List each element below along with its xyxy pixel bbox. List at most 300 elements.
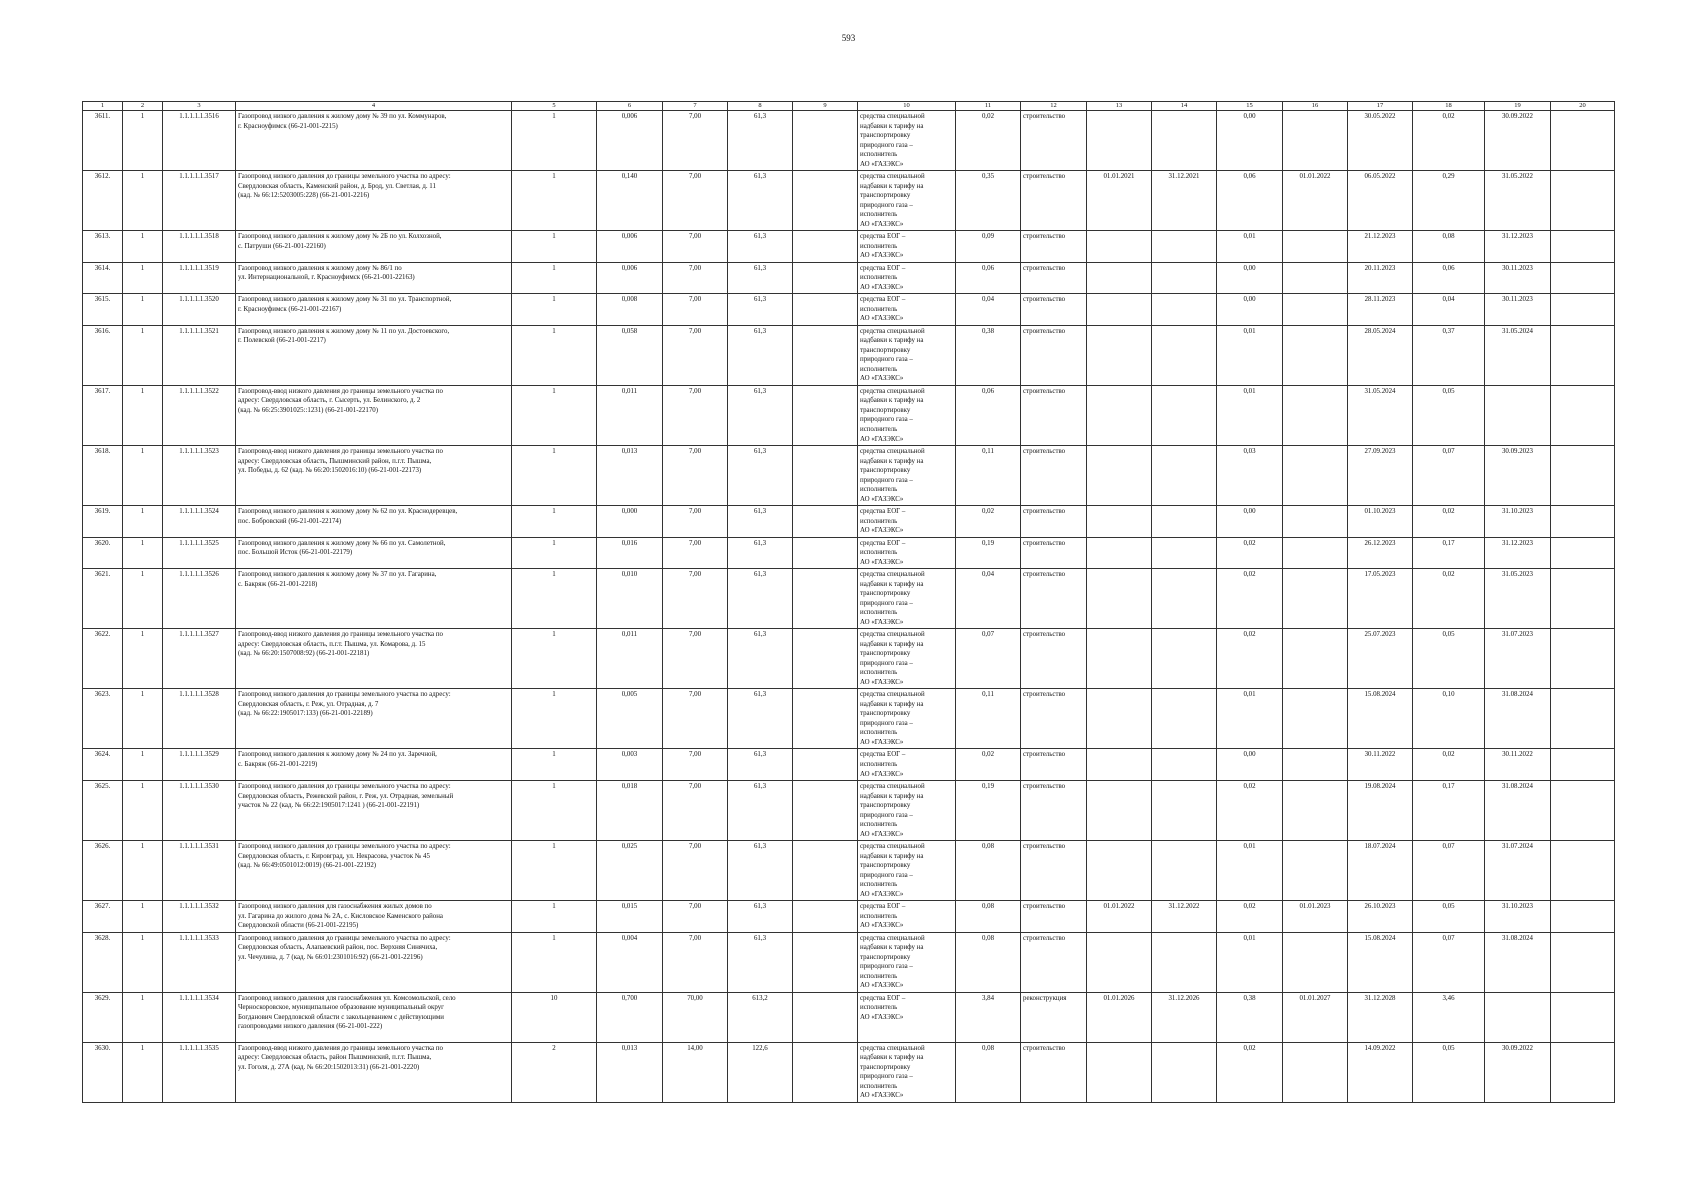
cell-col-6: 0,015 xyxy=(597,901,663,933)
cell-col-14 xyxy=(1152,111,1217,171)
cell-col-8: 61,3 xyxy=(728,569,793,629)
table-row xyxy=(83,629,1615,689)
cell-line: средства ЕОГ – xyxy=(860,233,906,241)
cell-col-14 xyxy=(1152,569,1217,629)
cell-col-6: 0,010 xyxy=(597,569,663,629)
cell-col-4 xyxy=(236,537,512,569)
cell-col-3: 1.1.1.1.1.3532 xyxy=(163,901,236,933)
cell-col-8: 61,3 xyxy=(728,781,793,841)
cell-line: надбавки к тарифу на xyxy=(860,944,924,952)
cell-col-11: 0,02 xyxy=(956,111,1021,171)
cell-line: адресу: Свердловская область, п.г.т. Пышма, ул. Комарова, д. 15 xyxy=(238,640,426,648)
cell-line: исполнитель xyxy=(860,211,898,219)
cell-col-6: 0,700 xyxy=(597,992,663,1042)
cell-col-18: 0,10 xyxy=(1413,689,1485,749)
cell-line: Газопровод низкого давления к жилому дому № 37 по ул. Гагарина, xyxy=(238,571,437,579)
cell-col-13 xyxy=(1087,749,1152,781)
cell-line: (кад. № 66:25:3901025::1231) (66-21-001-22170) xyxy=(238,406,379,414)
column-header-20: 20 xyxy=(1551,102,1615,111)
cell-col-13 xyxy=(1087,325,1152,385)
column-header-8: 8 xyxy=(728,102,793,111)
cell-line: АО «ГАЗЭКС» xyxy=(860,283,904,291)
cell-col-13 xyxy=(1087,231,1152,263)
cell-line: исполнитель xyxy=(860,761,898,768)
cell-col-1: 3626. xyxy=(83,841,123,901)
cell-col-8: 61,3 xyxy=(728,901,793,933)
cell-line: Газопровод низкого давления до границы земельного участка по адресу: xyxy=(238,934,451,942)
cell-line: исполнитель xyxy=(860,729,898,737)
cell-col-9 xyxy=(793,446,858,506)
cell-line: Газопровод низкого давления к жилому дому № 31 по ул. Транспортной, xyxy=(238,296,452,304)
cell-line: транспортировку xyxy=(860,1063,911,1071)
cell-line: пос. Большой Исток (66-21-001-22179) xyxy=(238,549,353,557)
cell-col-10 xyxy=(858,841,956,901)
cell-col-6: 0,003 xyxy=(597,749,663,781)
cell-line: надбавки к тарифу на xyxy=(860,1054,924,1062)
cell-col-17: 18.07.2024 xyxy=(1348,841,1413,901)
cell-col-8: 613,2 xyxy=(728,992,793,1042)
cell-col-7: 7,00 xyxy=(663,629,728,689)
cell-col-13 xyxy=(1087,506,1152,538)
cell-line: Газопровод низкого давления для газоснабжения жилых домов по xyxy=(238,903,432,911)
column-header-16: 16 xyxy=(1283,102,1348,111)
cell-col-17: 01.10.2023 xyxy=(1348,506,1413,538)
cell-line: с. Бакряж (66-21-001-2218) xyxy=(238,580,318,588)
cell-col-5: 1 xyxy=(512,446,597,506)
cell-line: Газопровод-ввод низкого давления до границы земельного участка по xyxy=(238,1044,443,1052)
cell-col-20 xyxy=(1551,537,1615,569)
cell-col-4 xyxy=(236,629,512,689)
cell-col-7: 14,00 xyxy=(663,1042,728,1102)
cell-col-16 xyxy=(1283,569,1348,629)
cell-col-6: 0,013 xyxy=(597,1042,663,1102)
cell-line: АО «ГАЗЭКС» xyxy=(860,1013,904,1021)
cell-col-6: 0,004 xyxy=(597,932,663,992)
cell-col-4 xyxy=(236,689,512,749)
cell-line: средства ЕОГ – xyxy=(860,539,906,547)
table-body xyxy=(83,111,1615,1103)
cell-col-1: 3613. xyxy=(83,231,123,263)
cell-line: природного газа – xyxy=(860,416,913,424)
cell-col-16 xyxy=(1283,841,1348,901)
cell-line: пос. Бобровский (66-21-001-22174) xyxy=(238,517,342,525)
cell-col-11: 0,06 xyxy=(956,262,1021,294)
cell-col-13 xyxy=(1087,569,1152,629)
cell-line: АО «ГАЗЭКС» xyxy=(860,435,904,443)
header-row xyxy=(83,102,1615,111)
cell-col-4 xyxy=(236,262,512,294)
cell-col-1: 3621. xyxy=(83,569,123,629)
cell-col-18: 0,02 xyxy=(1413,506,1485,538)
cell-line: Богданович Свердловской области с закольцеванием с действующими xyxy=(238,1013,444,1021)
cell-col-16 xyxy=(1283,111,1348,171)
cell-col-5: 1 xyxy=(512,781,597,841)
cell-col-5: 1 xyxy=(512,932,597,992)
cell-line: АО «ГАЗЭКС» xyxy=(860,830,904,838)
cell-col-3: 1.1.1.1.1.3529 xyxy=(163,749,236,781)
cell-line: АО «ГАЗЭКС» xyxy=(860,495,904,503)
cell-col-18: 0,05 xyxy=(1413,629,1485,689)
cell-line: (кад. № 66:22:1905017:133) (66-21-001-22189) xyxy=(238,710,373,718)
cell-col-13 xyxy=(1087,537,1152,569)
cell-col-20 xyxy=(1551,901,1615,933)
cell-col-7: 7,00 xyxy=(663,446,728,506)
cell-col-13 xyxy=(1087,1042,1152,1102)
cell-col-13 xyxy=(1087,446,1152,506)
cell-line: природного газа – xyxy=(860,963,913,971)
cell-col-16: 01.01.2027 xyxy=(1283,992,1348,1042)
cell-col-15: 0,03 xyxy=(1217,446,1283,506)
cell-col-14 xyxy=(1152,932,1217,992)
cell-line: с. Бакряж (66-21-001-2219) xyxy=(238,761,318,768)
cell-col-3: 1.1.1.1.1.3526 xyxy=(163,569,236,629)
cell-col-18: 0,17 xyxy=(1413,537,1485,569)
cell-col-2: 1 xyxy=(123,111,163,171)
cell-col-16 xyxy=(1283,689,1348,749)
cell-col-13 xyxy=(1087,111,1152,171)
cell-col-4 xyxy=(236,1042,512,1102)
cell-col-7: 7,00 xyxy=(663,171,728,231)
cell-col-9 xyxy=(793,506,858,538)
cell-line: средства ЕОГ – xyxy=(860,751,906,759)
cell-line: средства специальной xyxy=(860,691,925,699)
cell-col-7: 7,00 xyxy=(663,901,728,933)
cell-col-7: 7,00 xyxy=(663,231,728,263)
cell-line: ул. Победы, д. 62 (кад. № 66:20:1502016:10) (66-21-001-22173) xyxy=(238,467,422,475)
cell-col-1: 3622. xyxy=(83,629,123,689)
cell-col-10 xyxy=(858,171,956,231)
cell-col-2: 1 xyxy=(123,385,163,445)
column-header-9: 9 xyxy=(793,102,858,111)
column-header-7: 7 xyxy=(663,102,728,111)
cell-col-15: 0,02 xyxy=(1217,1042,1283,1102)
cell-line: средства специальной xyxy=(860,843,925,851)
cell-col-14 xyxy=(1152,629,1217,689)
cell-col-13 xyxy=(1087,932,1152,992)
cell-col-14 xyxy=(1152,294,1217,326)
cell-col-7: 7,00 xyxy=(663,749,728,781)
cell-col-6: 0,006 xyxy=(597,262,663,294)
cell-col-8: 61,3 xyxy=(728,629,793,689)
cell-line: природного газа – xyxy=(860,356,913,364)
table-row xyxy=(83,231,1615,263)
cell-col-10 xyxy=(858,689,956,749)
cell-line: средства ЕОГ – xyxy=(860,508,906,516)
cell-col-17: 14.09.2022 xyxy=(1348,1042,1413,1102)
cell-col-3: 1.1.1.1.1.3519 xyxy=(163,262,236,294)
cell-line: Свердловская область, г. Реж, ул. Отрадная, д. 7 xyxy=(238,700,379,708)
cell-line: надбавки к тарифу на xyxy=(860,640,924,648)
cell-col-17: 21.12.2023 xyxy=(1348,231,1413,263)
cell-col-3: 1.1.1.1.1.3524 xyxy=(163,506,236,538)
cell-line: транспортировку xyxy=(860,192,911,200)
cell-col-2: 1 xyxy=(123,749,163,781)
cell-line: исполнитель xyxy=(860,274,898,282)
cell-col-9 xyxy=(793,992,858,1042)
cell-col-12: строительство xyxy=(1021,111,1087,171)
cell-col-19: 31.05.2022 xyxy=(1485,171,1551,231)
cell-line: газопроводами низкого давления (66-21-001-222) xyxy=(238,1023,383,1031)
cell-line: средства специальной xyxy=(860,173,925,181)
cell-col-17: 28.05.2024 xyxy=(1348,325,1413,385)
cell-col-12: строительство xyxy=(1021,231,1087,263)
cell-col-13: 01.01.2026 xyxy=(1087,992,1152,1042)
cell-col-6: 0,013 xyxy=(597,446,663,506)
cell-col-5: 1 xyxy=(512,629,597,689)
cell-line: г. Красноуфимск (66-21-001-2215) xyxy=(238,122,338,130)
cell-col-19: 31.08.2024 xyxy=(1485,689,1551,749)
cell-line: адресу: Свердловская область, Пышминский район, п.г.т. Пышма, xyxy=(238,457,432,465)
column-header-1: 1 xyxy=(83,102,123,111)
cell-line: надбавки к тарифу на xyxy=(860,457,924,465)
cell-col-16 xyxy=(1283,385,1348,445)
cell-col-3: 1.1.1.1.1.3516 xyxy=(163,111,236,171)
cell-col-3: 1.1.1.1.1.3531 xyxy=(163,841,236,901)
cell-col-5: 1 xyxy=(512,294,597,326)
cell-col-5: 1 xyxy=(512,231,597,263)
cell-col-17: 26.12.2023 xyxy=(1348,537,1413,569)
cell-col-7: 7,00 xyxy=(663,689,728,749)
cell-col-10 xyxy=(858,569,956,629)
cell-line: средства специальной xyxy=(860,387,925,395)
cell-line: Газопровод низкого давления для газоснабжения ул. Комсомольской, село xyxy=(238,994,456,1002)
cell-line: Газопровод низкого давления к жилому дому № 11 по ул. Достоевского, xyxy=(238,327,450,335)
cell-col-10 xyxy=(858,294,956,326)
cell-line: Газопровод низкого давления до границы земельного участка по адресу: xyxy=(238,783,451,791)
cell-line: ул. Гоголя, д. 27А (кад. № 66:20:1502013:31) (66-21-001-2220) xyxy=(238,1063,420,1071)
cell-col-3: 1.1.1.1.1.3522 xyxy=(163,385,236,445)
cell-col-15: 0,01 xyxy=(1217,385,1283,445)
cell-col-7: 7,00 xyxy=(663,781,728,841)
table-row xyxy=(83,111,1615,171)
cell-col-8: 61,3 xyxy=(728,171,793,231)
cell-col-14 xyxy=(1152,385,1217,445)
cell-col-9 xyxy=(793,537,858,569)
cell-col-2: 1 xyxy=(123,262,163,294)
cell-col-5: 1 xyxy=(512,385,597,445)
cell-line: исполнитель xyxy=(860,305,898,313)
cell-col-9 xyxy=(793,262,858,294)
cell-col-4 xyxy=(236,781,512,841)
cell-col-19: 30.11.2023 xyxy=(1485,294,1551,326)
cell-col-14 xyxy=(1152,749,1217,781)
cell-col-14 xyxy=(1152,1042,1217,1102)
cell-col-14 xyxy=(1152,325,1217,385)
cell-col-12: строительство xyxy=(1021,629,1087,689)
column-header-4: 4 xyxy=(236,102,512,111)
cell-col-15: 0,01 xyxy=(1217,841,1283,901)
cell-line: Газопровод низкого давления к жилому дому № 2Б по ул. Колхозной, xyxy=(238,233,442,241)
cell-col-12: строительство xyxy=(1021,569,1087,629)
cell-col-19: 30.09.2023 xyxy=(1485,446,1551,506)
cell-col-8: 61,3 xyxy=(728,294,793,326)
cell-col-20 xyxy=(1551,506,1615,538)
cell-line: Газопровод-ввод низкого давления до границы земельного участка по xyxy=(238,631,443,639)
cell-line: природного газа – xyxy=(860,719,913,727)
cell-col-9 xyxy=(793,932,858,992)
cell-col-3: 1.1.1.1.1.3521 xyxy=(163,325,236,385)
cell-col-2: 1 xyxy=(123,569,163,629)
cell-col-5: 1 xyxy=(512,569,597,629)
cell-line: надбавки к тарифу на xyxy=(860,182,924,190)
cell-line: Газопровод низкого давления к жилому дому № 66 по ул. Самолетной, xyxy=(238,539,446,547)
cell-line: АО «ГАЗЭКС» xyxy=(860,558,904,566)
cell-col-13 xyxy=(1087,385,1152,445)
cell-line: г. Красноуфимск (66-21-001-22167) xyxy=(238,305,342,313)
cell-col-18: 0,07 xyxy=(1413,446,1485,506)
cell-col-5: 1 xyxy=(512,749,597,781)
cell-col-16 xyxy=(1283,446,1348,506)
cell-col-1: 3615. xyxy=(83,294,123,326)
table-row xyxy=(83,385,1615,445)
cell-col-20 xyxy=(1551,262,1615,294)
cell-line: ул. Чечулина, д. 7 (кад. № 66:01:2301016:92) (66-21-001-22196) xyxy=(238,953,423,961)
cell-col-3: 1.1.1.1.1.3530 xyxy=(163,781,236,841)
cell-line: АО «ГАЗЭКС» xyxy=(860,220,904,228)
cell-line: исполнитель xyxy=(860,821,898,829)
cell-col-15: 0,02 xyxy=(1217,781,1283,841)
cell-col-10 xyxy=(858,749,956,781)
cell-line: АО «ГАЗЭКС» xyxy=(860,160,904,168)
cell-col-16 xyxy=(1283,537,1348,569)
cell-line: средства ЕОГ – xyxy=(860,296,906,304)
cell-col-10 xyxy=(858,231,956,263)
cell-col-12: строительство xyxy=(1021,1042,1087,1102)
cell-line: АО «ГАЗЭКС» xyxy=(860,770,904,778)
table-row xyxy=(83,506,1615,538)
cell-col-18: 0,05 xyxy=(1413,901,1485,933)
cell-line: транспортировку xyxy=(860,346,911,354)
cell-col-8: 61,3 xyxy=(728,537,793,569)
cell-col-4 xyxy=(236,325,512,385)
cell-col-8: 61,3 xyxy=(728,506,793,538)
cell-col-8: 61,3 xyxy=(728,932,793,992)
cell-col-8: 61,3 xyxy=(728,841,793,901)
cell-col-15: 0,01 xyxy=(1217,689,1283,749)
cell-col-14: 31.12.2026 xyxy=(1152,992,1217,1042)
cell-col-15: 0,02 xyxy=(1217,629,1283,689)
cell-line: исполнитель xyxy=(860,669,898,677)
cell-col-14: 31.12.2021 xyxy=(1152,171,1217,231)
cell-col-6: 0,011 xyxy=(597,629,663,689)
column-header-18: 18 xyxy=(1413,102,1485,111)
cell-line: АО «ГАЗЭКС» xyxy=(860,738,904,746)
cell-line: транспортировку xyxy=(860,406,911,414)
cell-line: АО «ГАЗЭКС» xyxy=(860,982,904,990)
cell-col-20 xyxy=(1551,932,1615,992)
cell-col-1: 3628. xyxy=(83,932,123,992)
cell-col-17: 31.05.2024 xyxy=(1348,385,1413,445)
cell-col-11: 0,02 xyxy=(956,749,1021,781)
cell-line: АО «ГАЗЭКС» xyxy=(860,252,904,260)
cell-col-4 xyxy=(236,901,512,933)
cell-col-4 xyxy=(236,446,512,506)
cell-col-8: 61,3 xyxy=(728,111,793,171)
cell-col-19: 30.09.2022 xyxy=(1485,1042,1551,1102)
table-row xyxy=(83,841,1615,901)
cell-line: природного газа – xyxy=(860,141,913,149)
cell-line: Газопровод низкого давления к жилому дому № 62 по ул. Краснодеревцев, xyxy=(238,508,458,516)
cell-col-10 xyxy=(858,992,956,1042)
cell-line: АО «ГАЗЭКС» xyxy=(860,315,904,323)
cell-col-7: 7,00 xyxy=(663,932,728,992)
cell-line: надбавки к тарифу на xyxy=(860,580,924,588)
cell-line: исполнитель xyxy=(860,151,898,159)
cell-line: АО «ГАЗЭКС» xyxy=(860,678,904,686)
cell-col-6: 0,140 xyxy=(597,171,663,231)
cell-col-2: 1 xyxy=(123,506,163,538)
cell-col-9 xyxy=(793,1042,858,1102)
table-row xyxy=(83,262,1615,294)
cell-col-2: 1 xyxy=(123,781,163,841)
cell-col-16 xyxy=(1283,325,1348,385)
cell-col-15: 0,02 xyxy=(1217,901,1283,933)
cell-col-7: 7,00 xyxy=(663,385,728,445)
cell-col-13 xyxy=(1087,689,1152,749)
column-header-12: 12 xyxy=(1021,102,1087,111)
cell-col-1: 3623. xyxy=(83,689,123,749)
cell-col-4 xyxy=(236,841,512,901)
cell-col-6: 0,011 xyxy=(597,385,663,445)
cell-line: исполнитель xyxy=(860,1004,898,1012)
cell-col-11: 0,08 xyxy=(956,932,1021,992)
cell-col-19: 31.07.2024 xyxy=(1485,841,1551,901)
cell-col-14 xyxy=(1152,537,1217,569)
cell-col-5: 1 xyxy=(512,506,597,538)
cell-col-16 xyxy=(1283,231,1348,263)
cell-col-9 xyxy=(793,781,858,841)
cell-line: Газопровод низкого давления к жилому дому № 86/1 по xyxy=(238,264,402,272)
cell-col-13: 01.01.2022 xyxy=(1087,901,1152,933)
cell-col-1: 3624. xyxy=(83,749,123,781)
cell-line: исполнитель xyxy=(860,912,898,920)
column-header-2: 2 xyxy=(123,102,163,111)
cell-col-7: 7,00 xyxy=(663,506,728,538)
column-header-19: 19 xyxy=(1485,102,1551,111)
cell-col-1: 3614. xyxy=(83,262,123,294)
cell-line: ул. Интернациональной, г. Красноуфимск (66-21-001-22163) xyxy=(238,274,415,282)
cell-col-18: 0,07 xyxy=(1413,841,1485,901)
cell-line: транспортировку xyxy=(860,862,911,870)
cell-line: средства специальной xyxy=(860,113,925,120)
cell-col-2: 1 xyxy=(123,171,163,231)
cell-col-19: 31.05.2023 xyxy=(1485,569,1551,629)
cell-col-10 xyxy=(858,901,956,933)
cell-col-12: строительство xyxy=(1021,446,1087,506)
cell-col-15: 0,00 xyxy=(1217,749,1283,781)
cell-col-18: 3,46 xyxy=(1413,992,1485,1042)
cell-line: Газопровод низкого давления к жилому дому № 24 по ул. Заречной, xyxy=(238,751,437,759)
cell-line: адресу: Свердловская область, г. Сысерть, ул. Белинского, д. 2 xyxy=(238,397,421,405)
cell-col-2: 1 xyxy=(123,689,163,749)
table-row xyxy=(83,537,1615,569)
cell-col-11: 0,08 xyxy=(956,841,1021,901)
cell-col-8: 122,6 xyxy=(728,1042,793,1102)
cell-line: природного газа – xyxy=(860,659,913,667)
cell-col-1: 3616. xyxy=(83,325,123,385)
cell-col-12: строительство xyxy=(1021,262,1087,294)
cell-col-3: 1.1.1.1.1.3527 xyxy=(163,629,236,689)
cell-col-8: 61,3 xyxy=(728,231,793,263)
table-row xyxy=(83,749,1615,781)
cell-col-3: 1.1.1.1.1.3534 xyxy=(163,992,236,1042)
column-header-3: 3 xyxy=(163,102,236,111)
cell-col-20 xyxy=(1551,325,1615,385)
cell-col-14 xyxy=(1152,841,1217,901)
cell-col-3: 1.1.1.1.1.3517 xyxy=(163,171,236,231)
cell-col-20 xyxy=(1551,1042,1615,1102)
cell-line: Свердловская область, г. Кировград, ул. Некрасова, участок № 45 xyxy=(238,852,430,860)
